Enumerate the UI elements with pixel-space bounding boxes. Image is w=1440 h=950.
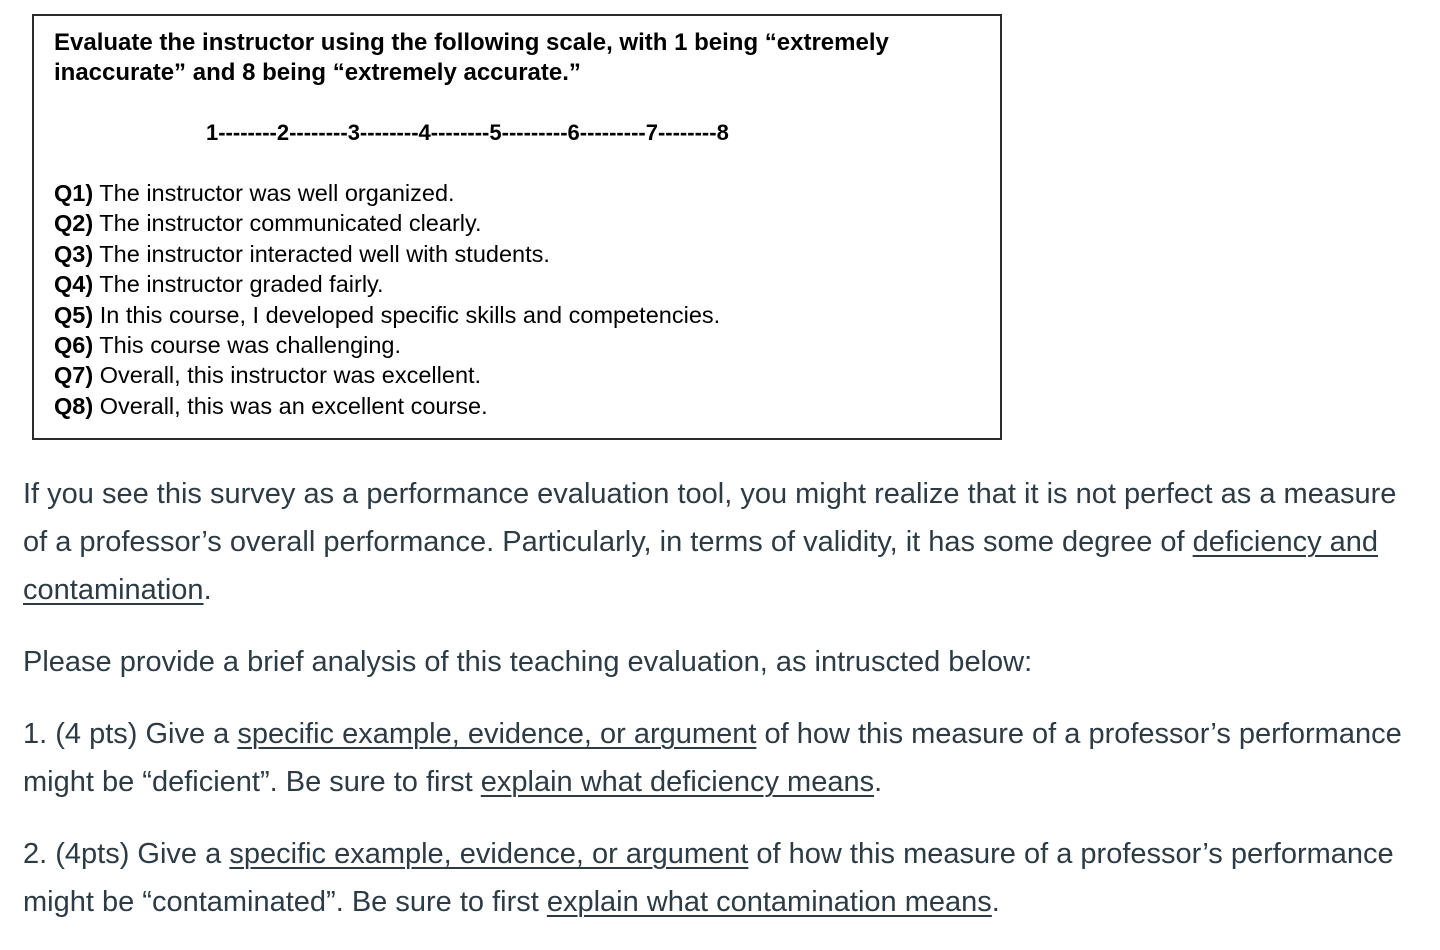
intro-paragraph bbox=[23, 470, 1423, 614]
question-text: In this course, I developed specific skills and competencies. bbox=[93, 301, 721, 328]
question-number: Q6) bbox=[54, 332, 94, 359]
q2-end: . bbox=[991, 886, 1000, 918]
q2-middle: of how this measure of a professor’s performance might be “contaminated”. Be sure to first bbox=[23, 838, 1394, 918]
q1-end: . bbox=[874, 766, 883, 798]
q1-emphasis-explain: explain what deficiency means bbox=[480, 766, 875, 798]
survey-instructions: Evaluate the instructor using the following scale, with 1 being “extremely inaccurate” and 8 being “extremely accurate.” bbox=[54, 29, 889, 86]
rating-scale: 1--------2--------3--------4--------5---------6---------7--------8 bbox=[206, 120, 729, 145]
q1-emphasis-example: specific example, evidence, or argument bbox=[237, 718, 757, 750]
survey-question bbox=[54, 208, 720, 238]
question-text: The instructor graded fairly. bbox=[93, 271, 384, 298]
intro-text: If you see this survey as a performance evaluation tool, you might realize that it is not perfect as a measure of a professor’s overall performance. Particularly, in terms of validity, it has some degree of bbox=[23, 478, 1397, 558]
q1-prefix: 1. (4 pts) Give a bbox=[23, 718, 238, 750]
intro-period: . bbox=[203, 574, 212, 606]
survey-question bbox=[54, 300, 720, 330]
q1-middle: of how this measure of a professor’s performance might be “deficient”. Be sure to first bbox=[23, 718, 1402, 798]
survey-question bbox=[54, 239, 720, 269]
question-text: This course was challenging. bbox=[93, 332, 402, 359]
question-number: Q2) bbox=[54, 210, 94, 237]
question-number: Q8) bbox=[54, 392, 94, 419]
instruction-paragraph: Please provide a brief analysis of this teaching evaluation, as intruscted below: bbox=[23, 646, 1033, 678]
survey-question-list bbox=[54, 178, 720, 421]
survey-question bbox=[54, 269, 720, 299]
q2-emphasis-example: specific example, evidence, or argument bbox=[229, 838, 749, 870]
survey-question bbox=[54, 178, 720, 208]
survey-question bbox=[54, 391, 720, 421]
question-number: Q4) bbox=[54, 271, 94, 298]
deficiency-contamination-emphasis: deficiency and contamination bbox=[23, 526, 1379, 606]
question-text: Overall, this was an excellent course. bbox=[93, 392, 488, 419]
question-1-paragraph bbox=[23, 710, 1423, 806]
question-number: Q5) bbox=[54, 301, 94, 328]
q2-prefix: 2. (4pts) Give a bbox=[23, 838, 230, 870]
survey-image bbox=[32, 14, 1002, 440]
assignment-content bbox=[23, 470, 1423, 950]
question-text: The instructor was well organized. bbox=[93, 180, 455, 206]
question-text: Overall, this instructor was excellent. bbox=[93, 362, 482, 389]
question-text: The instructor interacted well with students. bbox=[93, 240, 550, 267]
q2-emphasis-explain: explain what contamination means bbox=[546, 886, 992, 918]
survey-question bbox=[54, 330, 720, 360]
question-number: Q7) bbox=[54, 362, 94, 389]
question-2-paragraph bbox=[23, 830, 1423, 926]
question-number: Q1) bbox=[54, 180, 94, 206]
survey-question bbox=[54, 360, 720, 390]
question-number: Q3) bbox=[54, 240, 94, 267]
question-text: The instructor communicated clearly. bbox=[93, 210, 482, 237]
